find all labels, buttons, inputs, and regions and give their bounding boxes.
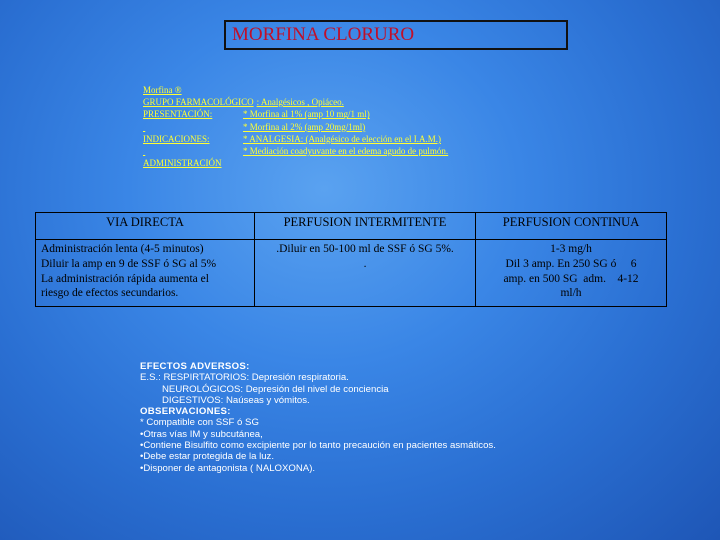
obs-item: •Debe estar protegida de la luz. xyxy=(140,451,275,463)
continua-line: Dil 3 amp. En 250 SG ó 6 xyxy=(505,257,637,270)
header-perfusion-continua: PERFUSION CONTINUA xyxy=(476,213,667,240)
presentacion-spacer xyxy=(143,121,243,133)
cell-perfusion-intermitente xyxy=(255,240,476,307)
observations-block xyxy=(140,361,496,474)
obs-item: •Contiene Bisulfito como excipiente por lo tanto precaución en pacientes asmáticos. xyxy=(140,440,496,452)
indicaciones-line-2: * Mediación coadyuvante en el edema agudo de pulmón. xyxy=(243,146,449,157)
indicaciones-spacer xyxy=(143,145,243,157)
presentacion-line-2: * Morfina al 2% (amp 20mg/1ml) xyxy=(243,121,366,132)
observaciones-title: OBSERVACIONES: xyxy=(140,406,231,418)
grupo-label: GRUPO FARMACOLÓGICO xyxy=(143,97,254,108)
continua-line: 1-3 mg/h xyxy=(550,243,592,255)
indicaciones-line-1: * ANALGESIA: (Analgésico de elección en el I.A.M.) xyxy=(243,133,441,144)
directa-line: Administración lenta (4-5 minutos) xyxy=(41,243,204,255)
efectos-title: EFECTOS ADVERSOS: xyxy=(140,361,250,372)
obs-item: •Otras vías IM y subcutánea, xyxy=(140,428,263,440)
indicaciones-label: INDICACIONES: xyxy=(143,133,210,144)
presentacion-line-1: * Morfina al 1% (amp 10 mg/1 ml) xyxy=(243,109,370,120)
drug-info-block xyxy=(143,84,448,169)
intermitente-line: .Diluir en 50-100 ml de SSF ó SG 5%. xyxy=(276,243,454,255)
intermitente-line: . xyxy=(363,257,367,270)
directa-line: Diluir la amp en 9 de SSF ó SG al 5% xyxy=(41,257,217,270)
continua-line: ml/h xyxy=(560,287,582,300)
cell-via-directa xyxy=(36,240,255,307)
grupo-value: : Analgésicos , Opiáceo. xyxy=(256,97,344,108)
obs-item: * Compatible con SSF ó SG xyxy=(140,417,259,429)
header-via-directa: VIA DIRECTA xyxy=(36,213,255,240)
header-perfusion-intermitente: PERFUSION INTERMITENTE xyxy=(255,213,476,240)
efectos-line: E.S.: RESPIRTATORIOS: Depresión respiratoria. xyxy=(140,372,349,384)
drug-name: Morfina ® xyxy=(143,85,182,95)
table-header-row xyxy=(36,213,667,240)
title-text: MORFINA CLORURO xyxy=(232,24,415,45)
slide-title xyxy=(224,20,568,50)
efectos-line: NEUROLÓGICOS: Depresión del nivel de conciencia xyxy=(162,383,389,395)
cell-perfusion-continua xyxy=(476,240,667,307)
administration-table xyxy=(35,212,667,307)
administracion-label: ADMINISTRACIÓN xyxy=(143,158,222,169)
presentacion-label: PRESENTACIÓN: xyxy=(143,109,213,120)
continua-line: amp. en 500 SG adm. 4-12 xyxy=(503,272,639,285)
efectos-line: DIGESTIVOS: Naúseas y vómitos. xyxy=(162,394,310,406)
directa-line: riesgo de efectos secundarios. xyxy=(41,287,179,300)
directa-line: La administración rápida aumenta el xyxy=(41,272,209,285)
obs-item: •Disponer de antagonista ( NALOXONA). xyxy=(140,462,316,474)
table-row xyxy=(36,240,667,307)
